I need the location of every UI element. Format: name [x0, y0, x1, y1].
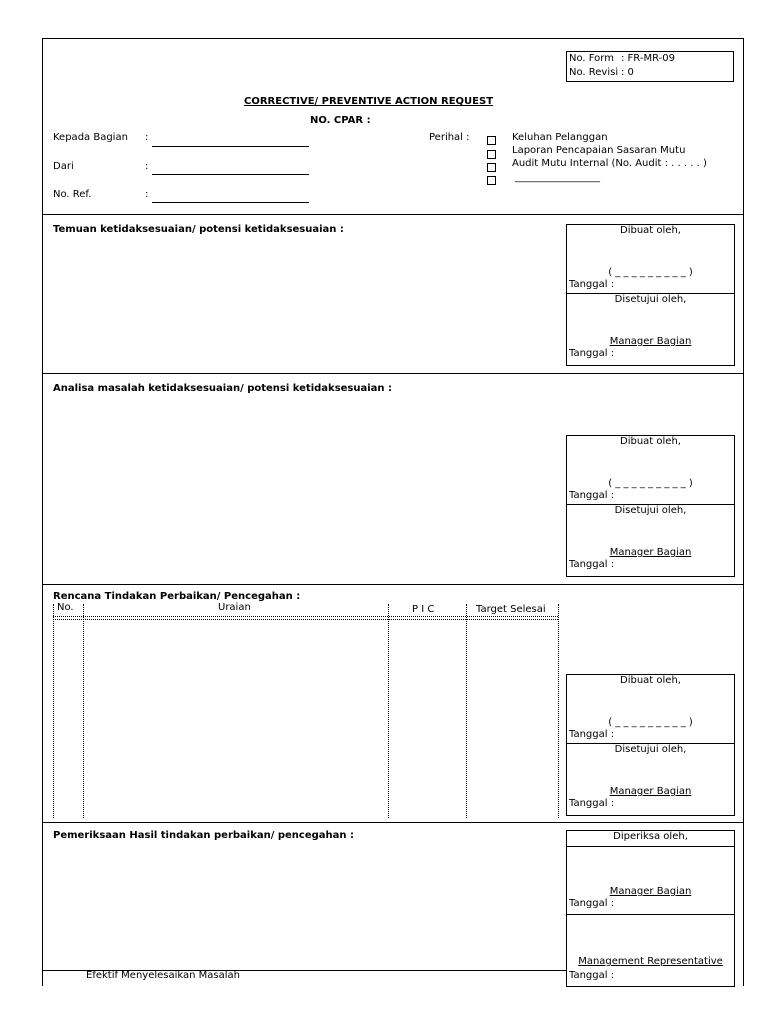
dari-label: Dari — [53, 161, 74, 172]
table-column-line — [83, 604, 84, 818]
manager-bagian-label: Manager Bagian — [609, 336, 692, 347]
other-blank-line: _________________ — [515, 172, 600, 183]
tanggal-label: Tanggal : — [569, 279, 615, 290]
manager-bagian-label: Manager Bagian — [609, 786, 692, 797]
table-header-no: No. — [57, 602, 74, 613]
analisa-signature-box — [566, 435, 735, 577]
form-no-value: : FR-MR-09 — [621, 53, 675, 64]
kepada-bagian-field[interactable] — [152, 146, 309, 147]
table-header-underline — [53, 619, 558, 620]
no-ref-colon: : — [145, 189, 149, 200]
audit-option: Audit Mutu Internal (No. Audit : . . . . . ) — [512, 158, 707, 169]
temuan-heading: Temuan ketidaksesuaian/ potensi ketidaksesuaian : — [53, 224, 344, 235]
revision-value: : 0 — [621, 67, 634, 78]
rencana-heading: Rencana Tindakan Perbaikan/ Pencegahan : — [53, 591, 301, 602]
section-divider — [42, 822, 744, 823]
table-column-line — [53, 604, 54, 818]
dibuat-oleh-label: Dibuat oleh, — [620, 436, 681, 447]
laporan-checkbox[interactable] — [487, 150, 496, 159]
name-blank: ( _ _ _ _ _ _ _ _ _ ) — [608, 717, 693, 728]
tanggal-label: Tanggal : — [569, 490, 615, 501]
table-column-line — [388, 604, 389, 818]
section-divider — [42, 584, 744, 585]
laporan-option: Laporan Pencapaian Sasaran Mutu — [512, 145, 686, 156]
analisa-heading: Analisa masalah ketidaksesuaian/ potensi ketidaksesuaian : — [53, 383, 393, 394]
keluhan-checkbox[interactable] — [487, 136, 496, 145]
manager-bagian-label: Manager Bagian — [609, 886, 692, 897]
keluhan-option: Keluhan Pelanggan — [512, 132, 608, 143]
diperiksa-oleh-label: Diperiksa oleh, — [613, 831, 688, 842]
section-divider — [42, 373, 744, 374]
kepada-bagian-label: Kepada Bagian — [53, 132, 128, 143]
section-divider — [42, 214, 744, 215]
pemeriksaan-signature-box — [566, 830, 735, 987]
disetujui-oleh-label: Disetujui oleh, — [614, 294, 687, 305]
table-header-target: Target Selesai — [476, 604, 546, 615]
signature-divider — [567, 846, 734, 847]
form-title: CORRECTIVE/ PREVENTIVE ACTION REQUEST — [244, 96, 494, 107]
tanggal-label: Tanggal : — [569, 729, 615, 740]
table-column-line — [466, 604, 467, 818]
dibuat-oleh-label: Dibuat oleh, — [620, 225, 681, 236]
disetujui-oleh-label: Disetujui oleh, — [614, 744, 687, 755]
disetujui-oleh-label: Disetujui oleh, — [614, 505, 687, 516]
tanggal-label: Tanggal : — [569, 898, 615, 909]
cpar-number: NO. CPAR : — [310, 115, 371, 126]
table-header-pic: P I C — [412, 604, 435, 615]
name-blank: ( _ _ _ _ _ _ _ _ _ ) — [608, 478, 693, 489]
manager-bagian-label: Manager Bagian — [609, 547, 692, 558]
revision-label: No. Revisi — [569, 67, 619, 78]
dari-colon: : — [145, 161, 149, 172]
rencana-signature-box — [566, 674, 735, 816]
no-ref-field[interactable] — [152, 202, 309, 203]
dari-field[interactable] — [152, 174, 309, 175]
frame-top-border — [42, 38, 744, 39]
temuan-signature-box — [566, 224, 735, 366]
kepada-bagian-colon: : — [145, 132, 149, 143]
tanggal-label: Tanggal : — [569, 798, 615, 809]
other-checkbox[interactable] — [487, 176, 496, 185]
signature-divider — [567, 914, 734, 915]
table-header-uraian: Uraian — [218, 602, 251, 613]
frame-left-border — [42, 38, 43, 986]
form-no-label: No. Form — [569, 53, 614, 64]
table-column-line — [558, 604, 559, 818]
dibuat-oleh-label: Dibuat oleh, — [620, 675, 681, 686]
tanggal-label: Tanggal : — [569, 970, 615, 981]
efektif-label: Efektif Menyelesaikan Masalah — [86, 970, 241, 981]
perihal-label: Perihal : — [429, 132, 470, 143]
name-blank: ( _ _ _ _ _ _ _ _ _ ) — [608, 267, 693, 278]
frame-right-border — [743, 38, 744, 986]
management-rep-label: Management Representative — [578, 956, 723, 967]
audit-checkbox[interactable] — [487, 163, 496, 172]
no-ref-label: No. Ref. — [53, 189, 92, 200]
table-header-underline — [53, 616, 558, 617]
tanggal-label: Tanggal : — [569, 348, 615, 359]
tanggal-label: Tanggal : — [569, 559, 615, 570]
pemeriksaan-heading: Pemeriksaan Hasil tindakan perbaikan/ pencegahan : — [53, 830, 355, 841]
